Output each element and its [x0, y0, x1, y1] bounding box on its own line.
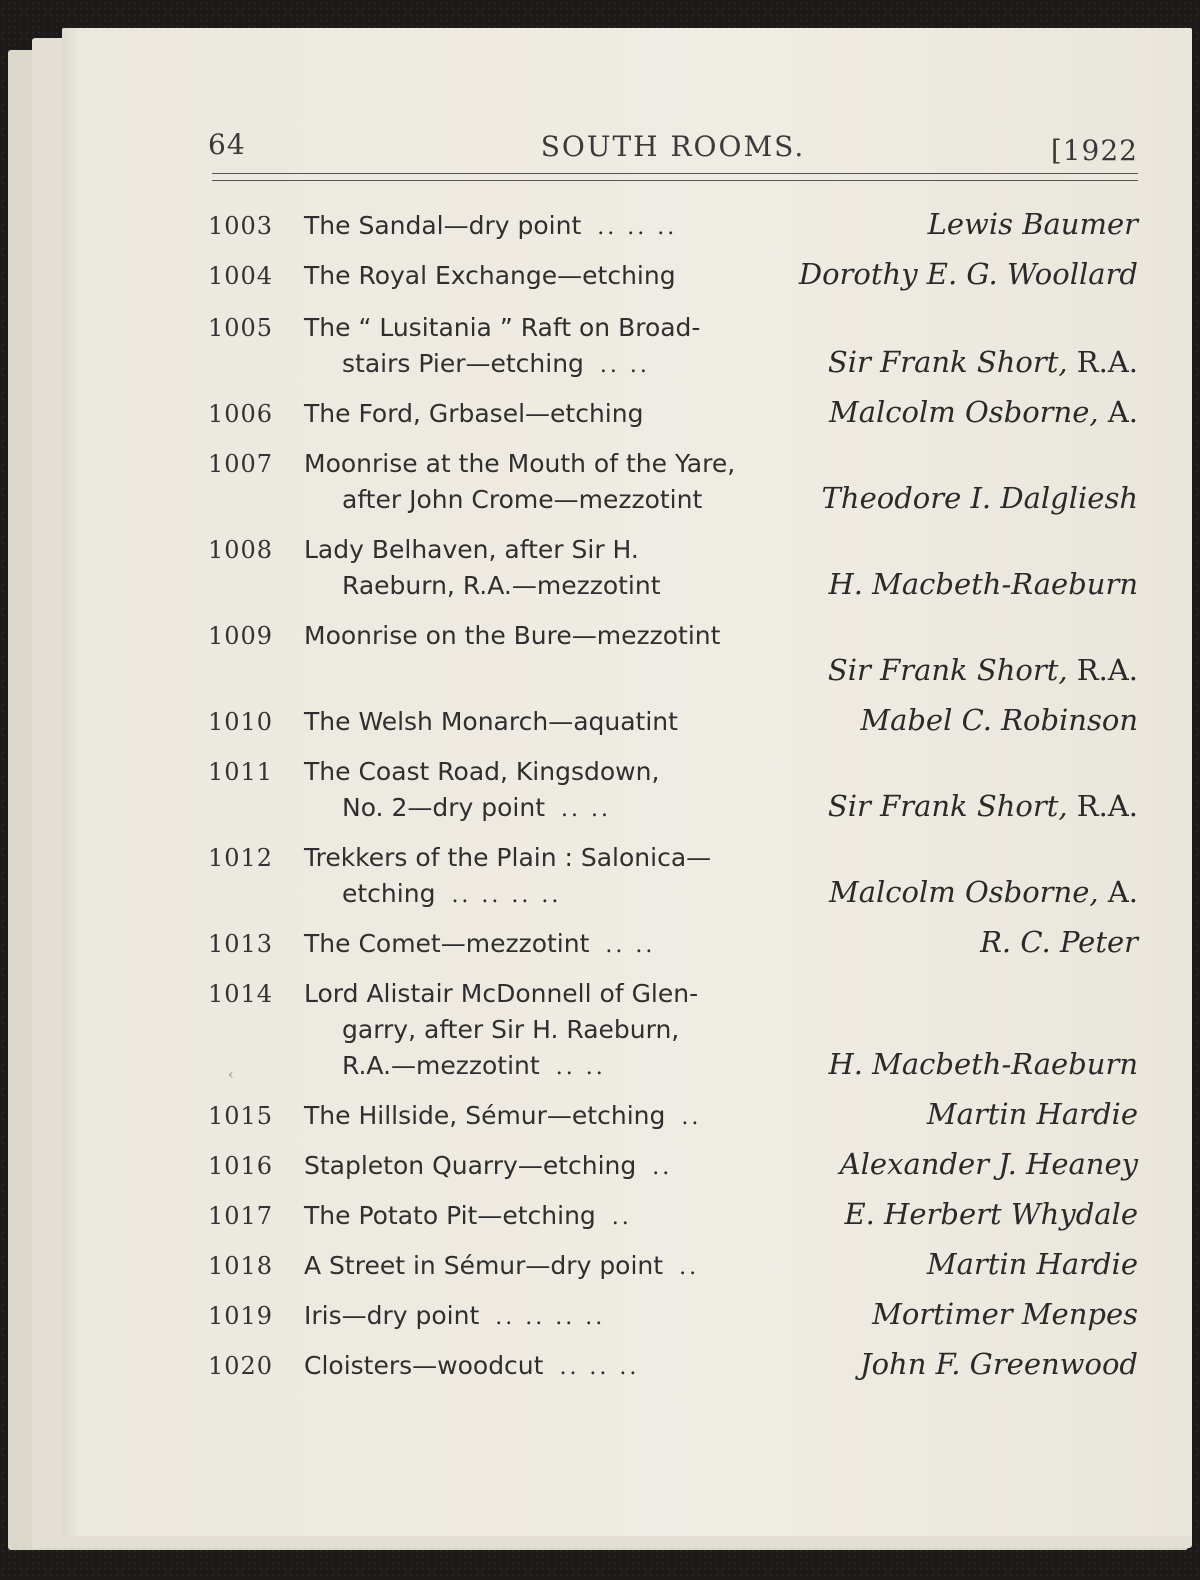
entry-content: [304, 1298, 1138, 1334]
catalogue-entry: [208, 840, 1138, 912]
leader-dots: .. ..: [555, 1055, 606, 1080]
entry-content: [304, 208, 1138, 244]
entry-line: [304, 396, 1138, 432]
entry-content: [304, 532, 1138, 604]
entry-line: [304, 1348, 1138, 1384]
catalogue-entry: [208, 446, 1138, 518]
artist-name: [828, 1048, 1138, 1081]
entry-title: The Royal Exchange—etching: [304, 261, 676, 290]
catalogue-entry: [208, 1148, 1138, 1184]
artist-name-text: Theodore I. Dalgliesh: [821, 481, 1138, 515]
entry-content: [304, 840, 1138, 912]
entry-title: garry, after Sir H. Raeburn,: [342, 1015, 680, 1044]
leader-dots: .. .. ..: [559, 1355, 640, 1380]
leader-dots: .. .. .. ..: [451, 883, 562, 908]
artist-name: [828, 790, 1138, 823]
artist-honorific: A.: [1098, 395, 1138, 429]
entry-title: etching: [342, 879, 436, 908]
section-title: SOUTH ROOMS.: [540, 130, 806, 163]
stray-mark: ‹: [228, 1067, 234, 1083]
artist-name-text: John F. Greenwood: [859, 1347, 1138, 1381]
artist-name: [828, 654, 1138, 687]
entry-title: The “ Lusitania ” Raft on Broad-: [304, 313, 701, 342]
artist-name-text: Lewis Baumer: [927, 207, 1138, 241]
entry-number: 1004: [208, 262, 274, 290]
entry-line: [304, 1048, 1138, 1084]
artist-honorific: R.A.: [1067, 345, 1138, 379]
entry-line: [304, 754, 1138, 790]
entry-line: [304, 1098, 1138, 1134]
artist-name: [828, 346, 1138, 379]
artist-name-text: Mortimer Menpes: [872, 1297, 1138, 1331]
entry-line: [304, 568, 1138, 604]
entry-number: 1007: [208, 450, 274, 478]
entry-number: 1009: [208, 622, 274, 650]
entry-line: [304, 840, 1138, 876]
entry-title: Moonrise at the Mouth of the Yare,: [304, 449, 736, 478]
artist-name-text: Alexander J. Heaney: [839, 1147, 1138, 1181]
artist-name-text: Sir Frank Short,: [827, 789, 1068, 823]
entry-title: Cloisters—woodcut: [304, 1351, 544, 1380]
running-header: [208, 128, 1138, 168]
artist-name-text: Malcolm Osborne,: [829, 395, 1099, 429]
entry-title: The Hillside, Sémur—etching: [304, 1101, 666, 1130]
artist-name: [799, 258, 1138, 291]
leader-dots: ..: [611, 1205, 632, 1230]
entry-number: 1011: [208, 758, 274, 786]
catalogue-entry: [208, 618, 1138, 690]
catalogue-entry: [208, 976, 1138, 1084]
leader-dots: .. ..: [605, 933, 656, 958]
header-rule-bottom: [212, 180, 1138, 181]
entry-content: [304, 396, 1138, 432]
entry-content: [304, 926, 1138, 962]
entry-number: 1010: [208, 708, 274, 736]
entry-content: [304, 1198, 1138, 1234]
entry-line: [304, 310, 1138, 346]
entry-line: [304, 926, 1138, 962]
artist-name-text: Sir Frank Short,: [827, 345, 1068, 379]
entry-line: [304, 446, 1138, 482]
artist-name-text: Sir Frank Short,: [827, 653, 1068, 687]
entry-title: stairs Pier—etching: [342, 349, 584, 378]
entry-line: [304, 258, 1138, 294]
entry-title: The Welsh Monarch—aquatint: [304, 707, 678, 736]
entry-number: 1019: [208, 1302, 274, 1330]
catalogue-entry: [208, 310, 1138, 382]
entry-content: [304, 310, 1138, 382]
entry-line: [304, 482, 1138, 518]
artist-name: [927, 1098, 1138, 1131]
artist-name-text: Malcolm Osborne,: [829, 875, 1099, 909]
artist-name-text: H. Macbeth-Raeburn: [828, 567, 1138, 601]
entry-line: [304, 346, 1138, 382]
entry-number: 1012: [208, 844, 274, 872]
entry-number: 1003: [208, 212, 274, 240]
catalogue-entry: [208, 396, 1138, 432]
entry-line: [304, 208, 1138, 244]
entry-title: Iris—dry point: [304, 1301, 480, 1330]
catalogue-entry: [208, 258, 1138, 294]
artist-name: [860, 1348, 1138, 1381]
entry-line: [304, 532, 1138, 568]
entry-line: [304, 654, 1138, 690]
entry-content: [304, 446, 1138, 518]
entry-content: [304, 976, 1138, 1084]
entry-line: [304, 618, 1138, 654]
entry-title: R.A.—mezzotint: [342, 1051, 540, 1080]
entry-line: [304, 704, 1138, 740]
entry-number: 1008: [208, 536, 274, 564]
artist-name: [928, 208, 1138, 241]
entry-line: [304, 1148, 1138, 1184]
leader-dots: .. .. ..: [597, 215, 678, 240]
entry-line: [304, 976, 1138, 1012]
leader-dots: ..: [681, 1105, 702, 1130]
entry-number: 1020: [208, 1352, 274, 1380]
entry-content: [304, 258, 1138, 294]
entry-title: Lord Alistair McDonnell of Glen-: [304, 979, 699, 1008]
entry-line: [304, 1198, 1138, 1234]
catalogue-entry: [208, 532, 1138, 604]
entry-content: [304, 1148, 1138, 1184]
entry-content: [304, 754, 1138, 826]
artist-honorific: R.A.: [1067, 789, 1138, 823]
entry-title: Stapleton Quarry—etching: [304, 1151, 637, 1180]
entry-line: [304, 1248, 1138, 1284]
artist-name: [822, 482, 1138, 515]
catalogue-entries: [208, 208, 1138, 1384]
entry-number: 1006: [208, 400, 274, 428]
entry-title: The Potato Pit—etching: [304, 1201, 596, 1230]
artist-name: [844, 1198, 1138, 1231]
artist-honorific: A.: [1098, 875, 1138, 909]
entry-content: [304, 704, 1138, 740]
entry-number: 1018: [208, 1252, 274, 1280]
catalogue-entry: [208, 704, 1138, 740]
entry-title: Trekkers of the Plain : Salonica—: [304, 843, 712, 872]
entry-number: 1013: [208, 930, 274, 958]
entry-title: after John Crome—mezzotint: [342, 485, 703, 514]
catalogue-entry: [208, 208, 1138, 244]
catalogue-entry: [208, 1098, 1138, 1134]
catalogue-entry: [208, 754, 1138, 826]
entry-line: [304, 876, 1138, 912]
year-label: [1922: [1050, 134, 1138, 167]
entry-content: [304, 1098, 1138, 1134]
entry-number: 1017: [208, 1202, 274, 1230]
entry-title: Moonrise on the Bure—mezzotint: [304, 621, 721, 650]
page-number: 64: [208, 128, 246, 161]
artist-name: [872, 1298, 1138, 1331]
artist-name-text: Dorothy E. G. Woollard: [798, 257, 1138, 291]
entry-title: No. 2—dry point: [342, 793, 546, 822]
artist-name-text: Mabel C. Robinson: [860, 703, 1138, 737]
artist-name: [829, 396, 1138, 429]
artist-name: [860, 704, 1138, 737]
artist-name-text: H. Macbeth-Raeburn: [828, 1047, 1138, 1081]
artist-name-text: R. C. Peter: [980, 925, 1138, 959]
entry-number: 1015: [208, 1102, 274, 1130]
catalogue-page: [62, 28, 1192, 1536]
artist-name: [828, 568, 1138, 601]
entry-content: [304, 618, 1138, 690]
entry-line: [304, 1012, 1138, 1048]
artist-name: [829, 876, 1138, 909]
artist-name-text: Martin Hardie: [926, 1097, 1138, 1131]
entry-title: Lady Belhaven, after Sir H.: [304, 535, 639, 564]
entry-number: 1014: [208, 980, 274, 1008]
entry-title: Raeburn, R.A.—mezzotint: [342, 571, 661, 600]
catalogue-entry: [208, 1248, 1138, 1284]
leader-dots: .. ..: [599, 353, 650, 378]
catalogue-entry: [208, 1198, 1138, 1234]
entry-title: A Street in Sémur—dry point: [304, 1251, 664, 1280]
catalogue-entry: [208, 926, 1138, 962]
leader-dots: ..: [679, 1255, 700, 1280]
leader-dots: .. .. .. ..: [495, 1305, 606, 1330]
artist-name: [927, 1248, 1138, 1281]
entry-line: [304, 1298, 1138, 1334]
entry-title: The Coast Road, Kingsdown,: [304, 757, 660, 786]
catalogue-entry: [208, 1348, 1138, 1384]
entry-title: The Ford, Grbasel—etching: [304, 399, 644, 428]
entry-content: [304, 1248, 1138, 1284]
artist-name-text: E. Herbert Whydale: [844, 1197, 1138, 1231]
entry-content: [304, 1348, 1138, 1384]
entry-line: [304, 790, 1138, 826]
header-rule-top: [212, 173, 1138, 174]
artist-honorific: R.A.: [1067, 653, 1138, 687]
artist-name: [840, 1148, 1138, 1181]
catalogue-entry: [208, 1298, 1138, 1334]
entry-title: The Sandal—dry point: [304, 211, 582, 240]
leader-dots: ..: [652, 1155, 673, 1180]
entry-number: 1005: [208, 314, 274, 342]
leader-dots: .. ..: [561, 797, 611, 822]
entry-number: 1016: [208, 1152, 274, 1180]
entry-title: The Comet—mezzotint: [304, 929, 590, 958]
artist-name: [980, 926, 1138, 959]
artist-name-text: Martin Hardie: [926, 1247, 1138, 1281]
